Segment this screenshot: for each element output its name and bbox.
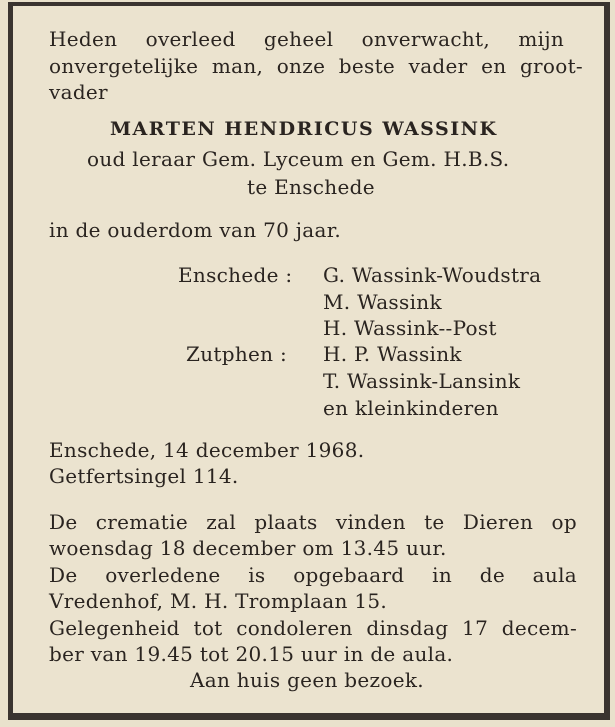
intro-line-2: onvergetelijke man, onze beste vader en groot- [49,54,583,78]
family-place-2: Zutphen : [186,342,288,366]
family-member: H. Wassink--Post [323,316,497,340]
family-place-1: Enschede : [178,263,293,287]
deceased-name: MARTEN HENDRICUS WASSINK [110,118,498,140]
family-member: G. Wassink-Woudstra [323,263,542,287]
details-line-4: Vredenhof, M. H. Tromplaan 15. [49,589,388,613]
family-member: H. P. Wassink [323,342,462,366]
intro-line-3: vader [49,80,108,104]
closing-line: Aan huis geen bezoek. [190,668,424,692]
intro-line-1: Heden overleed geheel onverwacht, mijn [49,27,564,51]
details-line-6: ber van 19.45 tot 20.15 uur in de aula. [49,642,454,666]
details-line-2: woensdag 18 december om 13.45 uur. [49,536,447,560]
dateline-place-date: Enschede, 14 december 1968. [49,438,365,462]
family-member: M. Wassink [323,290,442,314]
details-line-1: De crematie zal plaats vinden te Dieren op [49,510,577,534]
dateline-address: Getfertsingel 114. [49,464,239,488]
deceased-role-line-2: te Enschede [247,175,375,199]
details-line-3: De overledene is opgebaard in de aula [49,563,577,587]
deceased-role-line-1: oud leraar Gem. Lyceum en Gem. H.B.S. [87,147,510,171]
family-member: en kleinkinderen [323,396,499,420]
family-member: T. Wassink-Lansink [323,369,521,393]
age-line: in de ouderdom van 70 jaar. [49,218,342,242]
details-line-5: Gelegenheid tot condoleren dinsdag 17 decem- [49,616,577,640]
